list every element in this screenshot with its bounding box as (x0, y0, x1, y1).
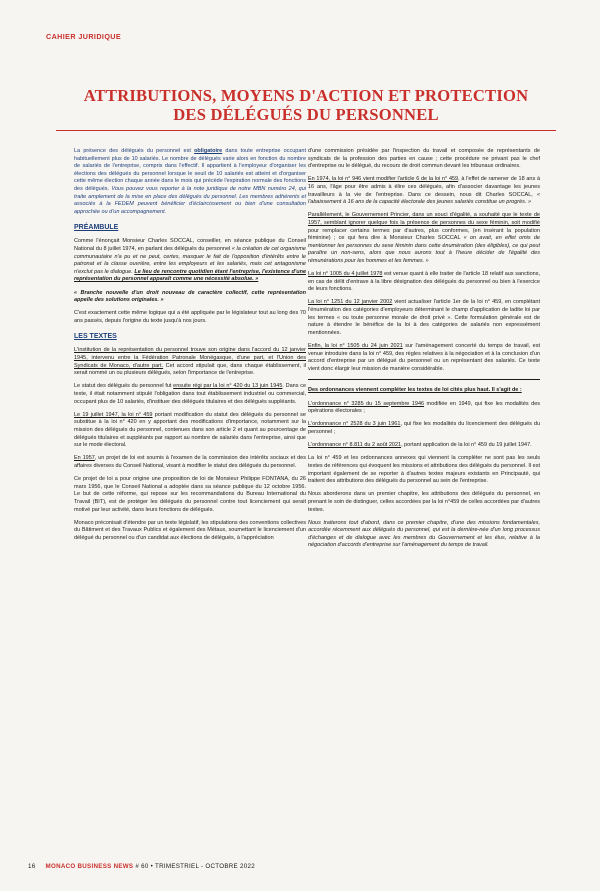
right-p6-underlined: Enfin, la loi n° 1505 du 24 juin 2021 (308, 343, 403, 350)
textes-p2-rest: . Dans ce texte, il était notamment stipulé l'obligation dans tout établissement industriel ou commercial, occupant plus de 10 salariés, d'instituer des délégués titulaires et des délégués suppléants. (74, 383, 307, 405)
title-line-1: ATTRIBUTIONS, MOYENS D'ACTION ET PROTECTION (83, 86, 529, 105)
textes-p4-rest: , un projet de loi est soumis à l'examen de la commission des intérêts sociaux et des affaires diverses du Conseil National, visant à modifier le statut des délégués du personnel. (74, 455, 306, 469)
right-p6-text: sur l'aménagement concerté du temps de travail, est venue introduire dans la loi n° 459, des règles relatives à la négociation et à la conclusion d'un accord d'entreprise par un délégué du personnel ou un représentant des salariés. Ce texte vient donc élargir leur mission de manière considérable. (308, 343, 540, 372)
right-column (308, 148, 540, 556)
textes-p3-rest: portant modification du statut des délégués du personnel se substitue à la loi n° 420 en y apportant des modifications d'importance, notamment sur la mission des délégués du personnel, contenues dans son article 2 et quant au pourcentage de délégués titulaires et suppléants par rapport au nombre de salariés dans l'entreprise, ainsi que sur le mode électoral. (74, 411, 306, 449)
preambule-paragraph-3: C'est exactement cette même logique qui a été appliquée par le législateur tout au long des 70 ans passés, depuis l'origine du texte jusqu'à nos jours. (74, 310, 306, 324)
heading-les-textes: LES TEXTES (74, 333, 117, 341)
right-paragraph-ordonnance-2 (308, 421, 540, 436)
right-paragraph-ordonnance-1 (308, 401, 540, 416)
ordonnance-3-text: , portant application de la loi n° 459 du 19 juillet 1947. (401, 442, 532, 449)
right-paragraph-ordonnances-intro: Des ordonnances viennent compléter les textes de loi cités plus haut. Il s'agit de : (308, 387, 522, 394)
page-number: 16 (28, 863, 36, 870)
preambule-bold-quote: Le lieu de rencontre quotidien étant l'entreprise, l'existence d'une représentation du personnel apparaît comme une nécessité absolue. » (74, 268, 306, 283)
textes-paragraph-5: Ce projet de loi a pour origine une proposition de loi de Monsieur Philippe FONTANA, du 26 mars 1956, que le Conseil National a adoptée dans sa séance publique du 12 octobre 1956. Le but de cette réforme, qui repose sur les recommandations du Bureau International du Travail (BIT), est de protéger les délégués du personnel contre tout licenciement qui serait motivé par leur activité, dans leurs fonctions de délégués. (74, 476, 306, 513)
section-label: CAHIER JURIDIQUE (46, 32, 122, 41)
textes-paragraph-1 (74, 347, 306, 377)
right-paragraph-5 (308, 299, 540, 337)
ordonnance-2-underlined: L'ordonnance n° 2528 du 3 juin 1961 (308, 421, 401, 428)
right-paragraph-11: La loi n° 459 et les ordonnances annexes qui viennent la compléter ne sont pas les seuls textes de références qui évoquent les missions et attributions des délégués du personnel. Il est important également de se reporter à d'autres textes majeurs existants en Principauté, qui traitent des attributions des délégués du personnel au sein de l'entreprise. (308, 455, 540, 485)
divider (308, 379, 540, 380)
textes-p1-underlined: L'institution de la représentation du personnel trouve son origine dans l'accord du 12 janvier 1945, intervenu entre la Fédération Patronale Monégasque, d'une part, et l'Union des Syndicats de Monaco, d'autre part. (74, 347, 306, 369)
issue-info: # 60 • TRIMESTRIEL - OCTOBRE 2022 (135, 863, 255, 870)
right-paragraph-1: d'une commission présidée par l'inspection du travail et composée de représentants de syndicats de la profession des parties en cause ; cette procédure ne privant pas le chef d'entreprise ou le délégué, du recours de droit commun devant les tribunaux ordinaires. (308, 148, 540, 170)
right-paragraph-ordonnance-3 (308, 442, 540, 450)
right-paragraph-13: Nous traiterons tout d'abord, dans ce premier chapitre, d'une des missions fondamentales, accordée récemment aux délégués du personnel, qui est la dernière-née d'un long processus d'échanges et de dialogue avec les membres du Gouvernement et les élus, relative à la négociation d'accords d'entreprise sur l'aménagement du temps de travail. (308, 519, 540, 549)
title-line-2: DES DÉLÉGUÉS DU PERSONNEL (173, 105, 439, 124)
textes-paragraph-4 (74, 455, 306, 470)
right-p4-text: est venue quant à elle traiter de l'article 18 relatif aux sanctions, en cas de délit d'entrave à la libre désignation des délégués du personnel ou bien à l'exercice de leurs fonctions. (308, 271, 540, 293)
article-title (56, 86, 556, 131)
right-p3-text: pour remplacer certains termes par d'autres, plus conformes, (en insérant la population féminine) ; ce qui fera dire à Monsieur Charles SOCCAL (308, 227, 540, 242)
right-p3-underlined: Parallèlement, le Gouvernement Princier, dans un souci d'égalité, a souhaité que le texte de 1957, semblant ignorer quelque fois la présence de personnes du sexe féminin, soit modifié (308, 212, 540, 226)
intro-text-cont: dans toute entreprise occupant habituellement plus de 10 salariés. Le nombre de délégués varie alors en fonction du nombre de salariés de l'entreprise, compris dans l'effectif. Il appartient à l'employeur d'organiser les élections des délégués du personnel lorsque le seuil de 10 salariés est atteint et d'organiser cette même élection chaque année dans le mois qui précède l'expiration normale des fonctions des délégués. (74, 148, 306, 192)
right-p4-underlined: La loi n° 1005 du 4 juillet 1978 (308, 271, 383, 278)
right-paragraph-2 (308, 176, 540, 206)
intro-obligatoire: obligatoire (194, 148, 223, 154)
textes-p4-underlined: En 1957 (74, 455, 95, 462)
right-p2-underlined: En 1974, la loi n° 946 vient modifier l'article 6 de la loi n° 459 (308, 176, 459, 183)
preambule-paragraph-1 (74, 238, 306, 284)
textes-p1-rest: Cet accord stipulait que, dans chaque établissement, il serait nommé un ou plusieurs délégués, selon l'importance de l'entreprise. (74, 362, 306, 377)
textes-paragraph-6: Monaco préconisait d'étendre par un texte législatif, les stipulations des conventions collectives du Bâtiment et des Travaux Publics et également des Métaux, soumettant le licenciement d'un délégué du personnel ou d'un candidat aux élections de délégués, à l'appréciation (74, 519, 306, 541)
right-p2-quote: « l'abaissement à 16 ans de la capacité électorale des jeunes salariés constitue un progrès. » (308, 191, 540, 206)
right-p3-quote: « on avait, en effet omis de mentionner les personnes du sexe féminin dans cette énumération (des éligibles), ce qui peut paraître un non-sens, alors que nous aurons tout à l'heure décider de l'égalité des rémunérations pour les hommes et les femmes. » (308, 235, 540, 264)
magazine-name: MONACO BUSINESS NEWS (45, 863, 134, 870)
left-column (74, 148, 306, 548)
ordonnance-1-underlined: L'ordonnance n° 3285 du 15 septembre 1946 (308, 400, 425, 407)
right-paragraph-4 (308, 271, 540, 294)
right-p2-text: , à l'effet de ramener de 18 ans à 16 ans, l'âge pour être admis à élire ces délégués, afin d'associer davantage les jeunes travailleurs à la vie de l'entreprise. Dans ce dessein, nous dit Charles SOCCAL, (308, 176, 540, 198)
ordonnance-3-underlined: L'ordonnance n° 8.811 du 2 août 2021 (308, 442, 402, 449)
ordonnance-2-text: , qui fixe les modalités du licenciement des délégués du personnel ; (308, 421, 541, 435)
intro-paragraph (74, 148, 306, 216)
intro-text: La présence des délégués du personnel est (74, 148, 195, 154)
preambule-text: Comme l'énonçait Monsieur Charles SOCCAL, conseiller, en séance publique du Conseil National du 8 juillet 1974, en parlant des délégués du personnel (74, 238, 306, 252)
textes-p2-underlined: ensuite régi par la loi n° 420 du 13 juin 1945 (173, 383, 283, 390)
right-p5-underlined: La loi n° 1251 du 12 janvier 2002 (308, 299, 393, 306)
heading-preambule: PRÉAMBULE (74, 224, 119, 232)
textes-paragraph-3 (74, 412, 306, 450)
textes-p2-text: Le statut des délégués du personnel fut (74, 383, 174, 390)
right-paragraph-6 (308, 343, 540, 373)
preambule-paragraph-2: « Branche nouvelle d'un droit nouveau de caractère collectif, cette représentation appelle des solutions originales. » (74, 289, 306, 304)
ordonnance-1-text: modifiée en 1949, qui fixe les modalités des opérations électorales ; (308, 400, 540, 415)
right-paragraph-3 (308, 212, 540, 265)
preambule-quote: « la création de cet organisme communautaire n'a pu et ne peut, certes, masquer le fait de l'opposition d'intérêts entre le patronat et la classe ouvrière, entre les employeurs et les salariés, mais cet antagonisme n'exclut pas le dialogue. (74, 245, 306, 275)
right-paragraph-12: Nous aborderons dans un premier chapitre, les attributions des délégués du personnel, en prenant le soin de distinguer, celles accordées par la loi n°459 de celles accordées par d'autres textes. (308, 491, 540, 513)
intro-note: Vous pouvez vous reporter à la note juridique de notre MBN numéro 24, qui traite amplement de la mise en place des délégués du personnel. Les membres adhérents et associés à la FEDEM peuvent bénéficier d'éclaircissement ou bien d'une consultation approchée ou d'un accompagnement. (74, 185, 307, 215)
textes-paragraph-2 (74, 383, 306, 406)
page-footer (28, 863, 255, 870)
textes-p3-underlined: Le 19 juillet 1947, la loi n° 459 (74, 411, 153, 418)
right-p5-text: vient actualiser l'article 1er de la loi n° 459, en complétant l'énumération des catégories d'employeurs déterminant le champ d'application de ladite loi par les termes « ou toute personne morale de droit privé ». Cette formulation générale est de nature à étendre le bénéfice de la loi à des catégories de salariés non expressément mentionnées. (308, 299, 540, 336)
